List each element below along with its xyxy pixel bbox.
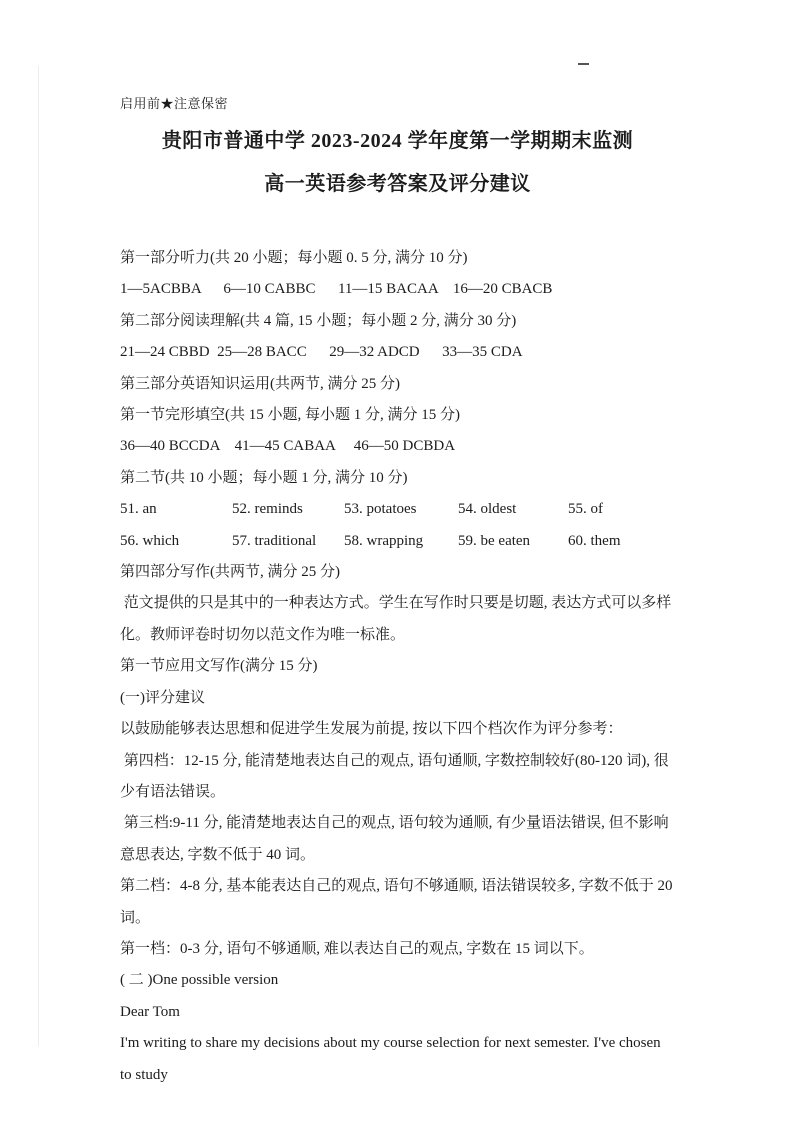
fill-answer: 60. them <box>568 532 621 549</box>
fill-answers-row-56-60 <box>120 526 675 557</box>
fill-answer: 56. which <box>120 532 180 549</box>
fill-answer: 53. potatoes <box>344 501 417 518</box>
sample-version-heading: ( 二 )One possible version <box>120 972 279 989</box>
security-notice: 启用前★注意保密 <box>120 96 229 111</box>
band2-criteria: 第二档：4-8 分, 基本能表达自己的观点, 语句不够通顺, 语法错误较多, 字数不低于 20 词。 <box>120 878 677 926</box>
fill-answer: 55. of <box>568 501 603 518</box>
section-part3-language-use: 第三部分英语知识运用(共两节, 满分 25 分) <box>120 375 400 392</box>
letter-body-line: I'm writing to share my decisions about my course selection for next semester. I've chosen to study <box>120 1035 665 1083</box>
fill-answer: 54. oldest <box>458 501 517 518</box>
section-cloze: 第一节完形填空(共 15 小题, 每小题 1 分, 满分 15 分) <box>120 407 460 424</box>
fill-answer: 51. an <box>120 501 157 518</box>
section-grammar-fill: 第二节(共 10 小题；每小题 1 分, 满分 10 分) <box>120 469 408 486</box>
fill-answer: 58. wrapping <box>344 532 424 549</box>
fill-answer: 52. reminds <box>232 501 303 518</box>
scan-artifact-mark <box>578 63 589 65</box>
answers-21-35: 21—24 CBBD 25—28 BACC 29—32 ADCD 33—35 CDA <box>120 344 523 361</box>
answers-1-20: 1—5ACBBA 6—10 CABBC 11—15 BACAA 16—20 CBACB <box>120 281 553 298</box>
section-part4-writing: 第四部分写作(共两节, 满分 25 分) <box>120 564 340 581</box>
document-body <box>120 243 675 1091</box>
fill-answer: 59. be eaten <box>458 532 531 549</box>
document-subtitle: 高一英语参考答案及评分建议 <box>264 173 531 195</box>
scan-edge-line <box>38 66 39 1046</box>
letter-salutation: Dear Tom <box>120 1003 180 1020</box>
section-part1-listening: 第一部分听力(共 20 小题；每小题 0. 5 分, 满分 10 分) <box>120 250 468 266</box>
band4-criteria: 第四档：12-15 分, 能清楚地表达自己的观点, 语句通顺, 字数控制较好(80-120 词), 很少有语法错误。 <box>120 752 669 800</box>
fill-answer: 57. traditional <box>232 532 317 549</box>
section-applied-writing: 第一节应用文写作(满分 15 分) <box>120 658 318 675</box>
fill-answers-row-51-55 <box>120 494 675 525</box>
answers-36-50: 36—40 BCCDA 41—45 CABAA 46—50 DCBDA <box>120 438 456 455</box>
document-title: 贵阳市普通中学 2023-2024 学年度第一学期期末监测 <box>161 130 634 152</box>
scoring-premise: 以鼓励能够表达思想和促进学生发展为前提, 按以下四个档次作为评分参考： <box>120 721 623 738</box>
writing-note: 范文提供的只是其中的一种表达方式。学生在写作时只要是切题, 表达方式可以多样化。教师评卷时切勿以范文作为唯一标准。 <box>120 595 672 643</box>
section-part2-reading: 第二部分阅读理解(共 4 篇, 15 小题；每小题 2 分, 满分 30 分) <box>120 312 517 329</box>
scoring-advice-heading: (一)评分建议 <box>120 689 205 706</box>
band3-criteria: 第三档:9-11 分, 能清楚地表达自己的观点, 语句较为通顺, 有少量语法错误, 但不影响意思表达, 字数不低于 40 词。 <box>120 815 669 863</box>
band1-criteria: 第一档：0-3 分, 语句不够通顺, 难以表达自己的观点, 字数在 15 词以下。 <box>120 940 594 957</box>
